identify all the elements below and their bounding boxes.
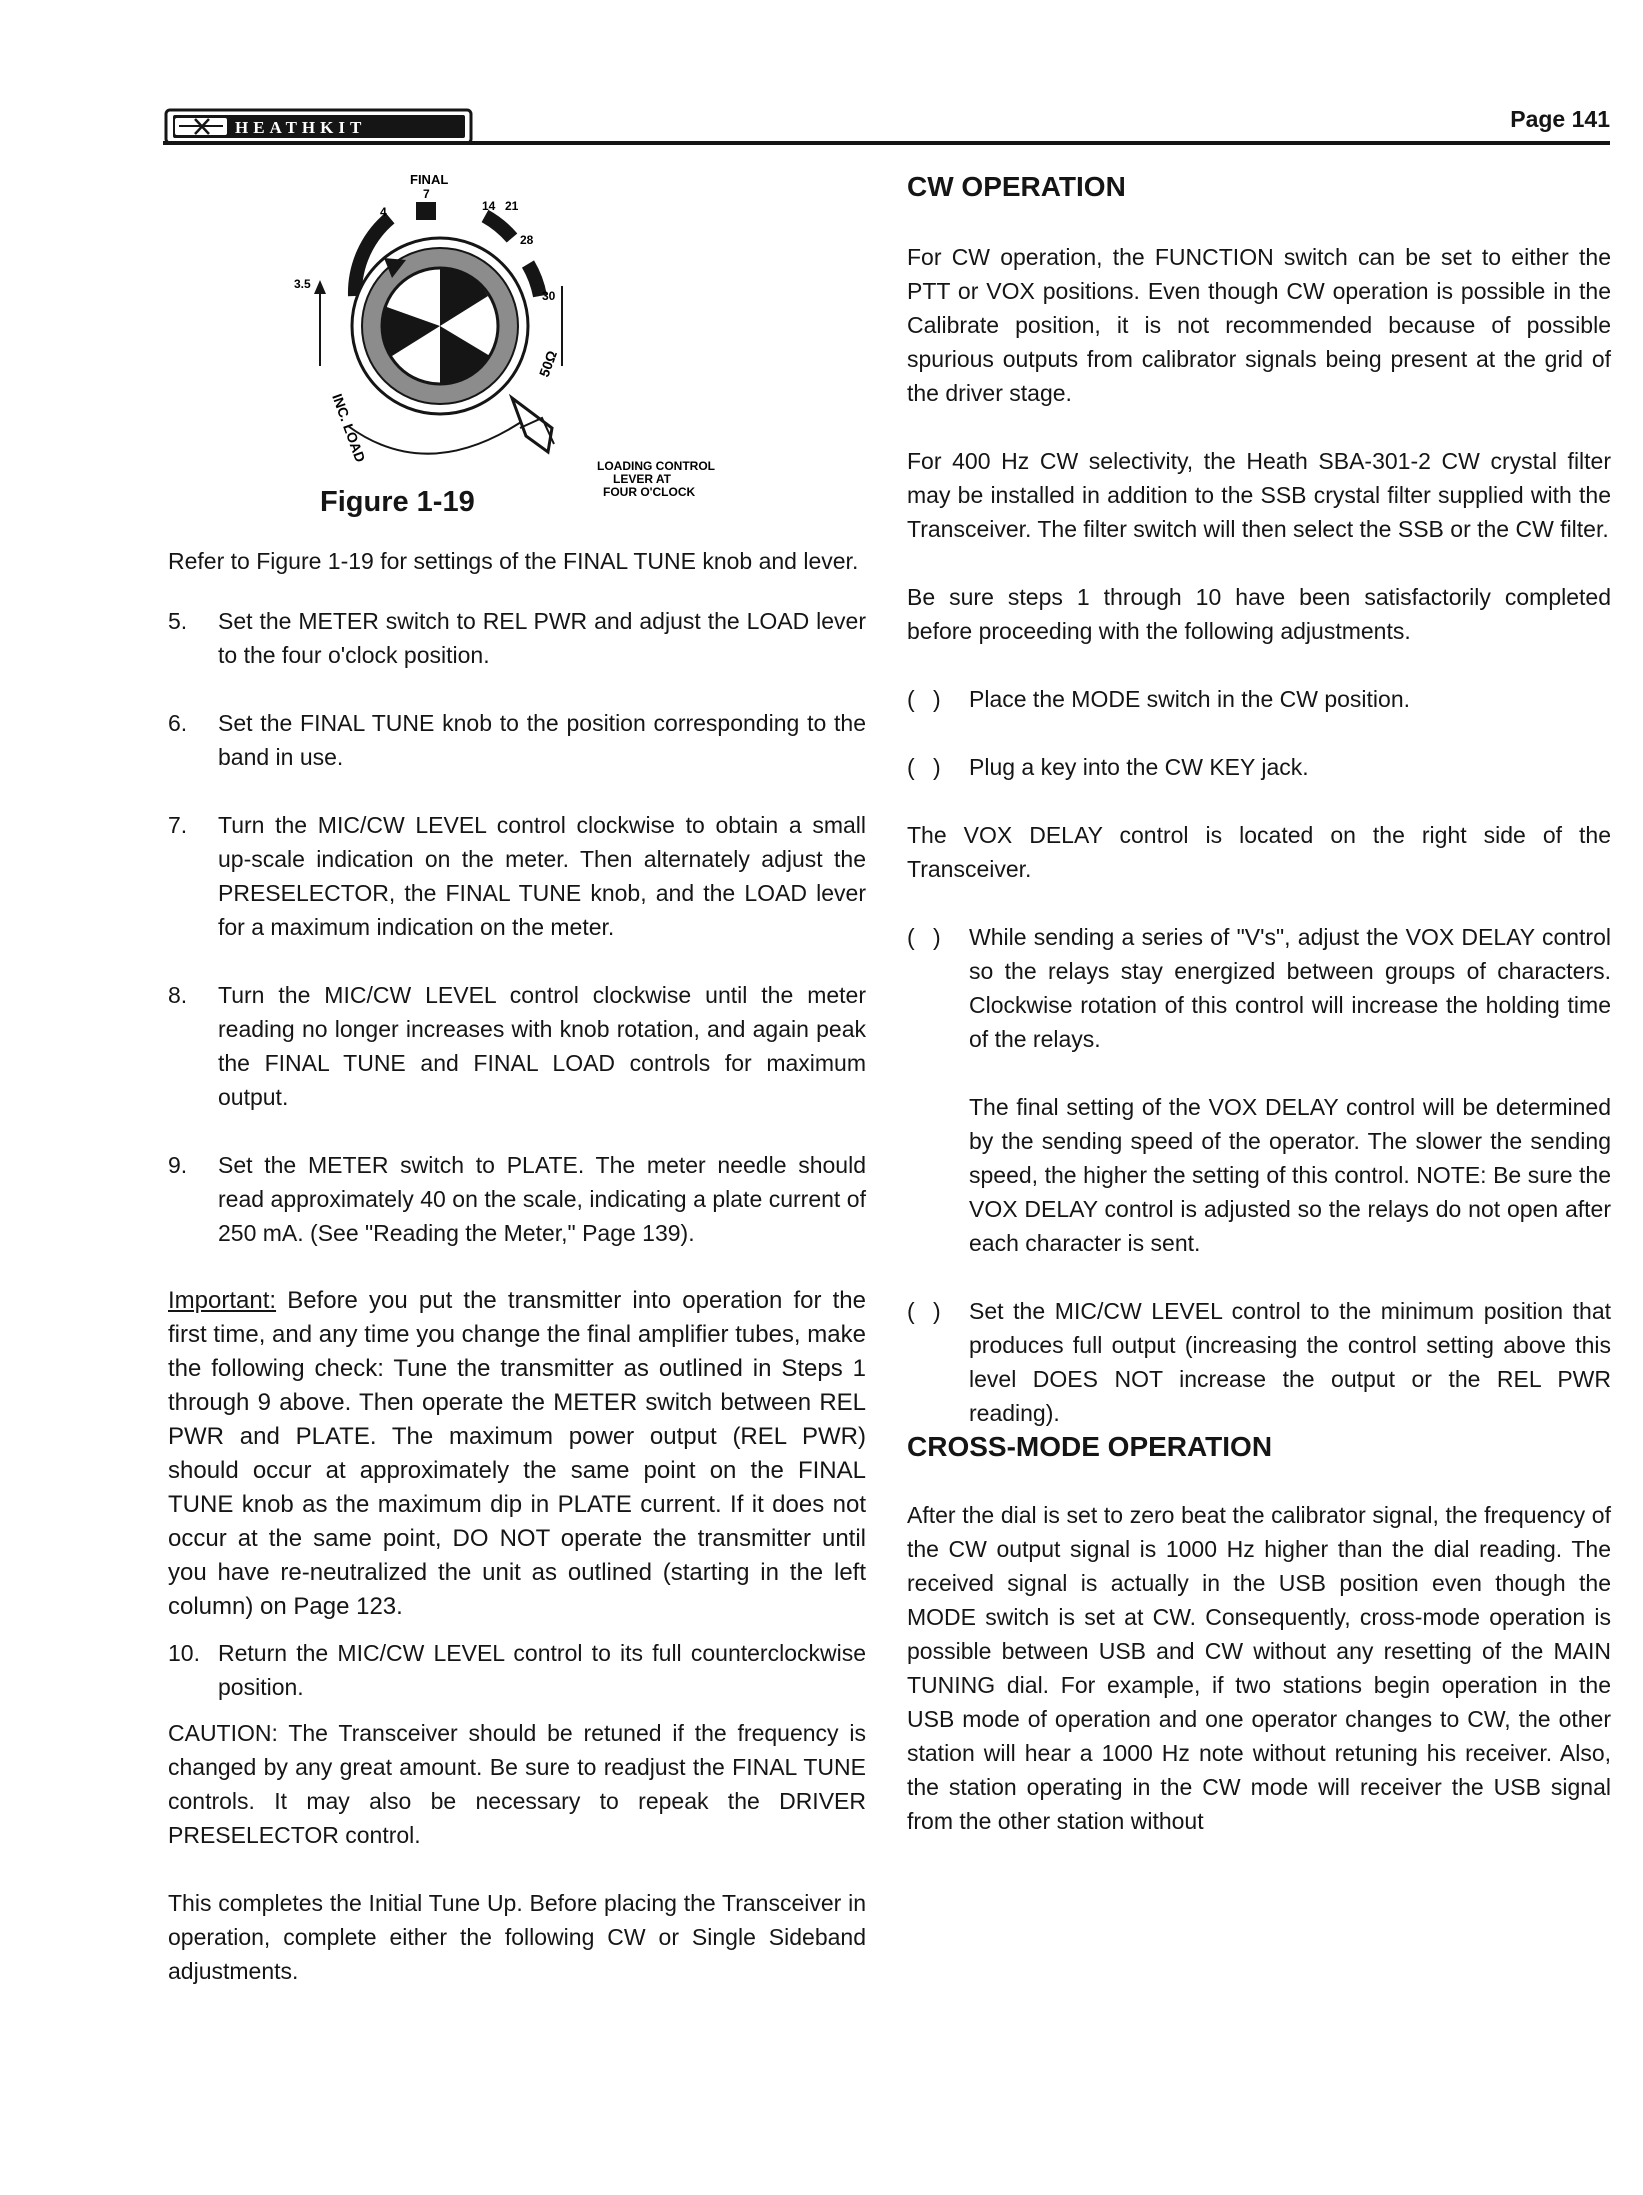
check-note: The final setting of the VOX DELAY control will be determined by the sending speed of the operator. The slower the sending speed, the higher the setting of this control. NOTE: Be sure the VOX DELAY control is adjusted so the relays do not open after each character is sent. [969,1094,1611,1256]
band-arc-14-28 [485,216,512,238]
step-text: Turn the MIC/CW LEVEL control clockwise to obtain a small up-scale indication on the meter. Then alternately adjust the PRESELECTOR, the FINAL TUNE knob, and the LOAD lever for a maximum indication on the meter. [218,812,866,940]
step-text: Set the METER switch to REL PWR and adjust the LOAD lever to the four o'clock position. [218,608,866,668]
fig-final-label: FINAL [410,172,449,187]
step-number: 7. [168,812,188,838]
band-label: 7 [423,187,430,201]
step-number: 9. [168,1152,188,1178]
callout-line: LEVER AT [613,472,672,486]
step-text: Set the METER switch to PLATE. The meter needle should read approximately 40 on the scale, indicating a plate current of 250 mA. (See "Reading the Meter," Page 139). [218,1152,866,1246]
step-text: Turn the MIC/CW LEVEL control clockwise until the meter reading no longer increases with knob rotation, and again peak the FINAL TUNE and FINAL LOAD controls for maximum output. [218,982,866,1110]
check-box[interactable]: ( ) [907,754,947,780]
callout-line: FOUR O'CLOCK [603,485,696,499]
step-number: 6. [168,710,188,736]
important-text: Before you put the transmitter into operation for the first time, and any time you change the final amplifier tubes, make the following check: Tune the transmitter as outlined in Steps 1 through 9 above. Then operate the METER switch between REL PWR and PLATE. The maximum power output (REL PWR) should occur at approximately the same point on the FINAL TUNE knob as the maximum dip in PLATE current. If it does not occur at the same point, DO NOT operate the transmitter until you have re-neutralized the unit as outlined (starting in the left column) on Page 123. [168,1287,866,1620]
step-text: Set the FINAL TUNE knob to the position corresponding to the band in use. [218,710,866,770]
step-item [168,978,866,1114]
figure-caption: Figure 1-19 [320,486,475,518]
checklist-item [907,682,1611,716]
step-item [168,706,866,774]
callout-line: LOADING CONTROL [597,459,715,473]
final-tune-knob-diagram [280,166,760,499]
cross-mode-paragraph: After the dial is set to zero beat the calibrator signal, the frequency of the CW output signal is 1000 Hz higher than the dial reading. The received signal is actually in the USB position even though the MODE switch is set at CW. Consequently, cross-mode operation is possible between USB and CW without any resetting of the MAIN TUNING dial. For example, if two stations begin operation in the USB mode of operation and one operator changes to CW, the other station will hear a 1000 Hz note without retuning his receiver. Also, the station operating in the CW mode will receiver the USB signal from the other station without [907,1502,1611,1834]
page-number: Page 141 [1510,106,1610,132]
step-item [168,808,866,944]
right-column [907,170,1611,1838]
important-paragraph [168,1284,866,1624]
band-arc-30 [528,264,540,296]
important-label: Important: [168,1287,277,1314]
step-number: 10. [168,1640,200,1666]
band-label: 21 [505,199,519,213]
cw-paragraph: For CW operation, the FUNCTION switch can be set to either the PTT or VOX positions. Even though CW operation is possible in the Calibrate position, it is not recommended because of possible spurious outputs from calibrator signals being present at the grid of the driver stage. [907,244,1611,406]
checklist-item [907,750,1611,784]
step-item [168,1148,866,1250]
band-label: 28 [520,233,534,247]
check-text: While sending a series of "V's", adjust the VOX DELAY control so the relays stay energized between groups of characters. Clockwise rotation of this control will increase the holding time of the relays. [969,924,1611,1052]
vox-note: The VOX DELAY control is located on the right side of the Transceiver. [907,822,1611,882]
closing-paragraph: This completes the Initial Tune Up. Before placing the Transceiver in operation, complete either the following CW or Single Sideband adjustments. [168,1890,866,1984]
header-rule [163,141,1610,145]
band-label: 4 [380,205,387,219]
left-column [168,544,866,1988]
check-text: Set the MIC/CW LEVEL control to the minimum position that produces full output (increasing the control setting above this level DOES NOT increase the output or the REL PWR reading). [969,1298,1611,1426]
checklist-item [907,920,1611,1056]
inc-load-label: INC. LOAD [329,391,369,465]
band-label: 14 [482,199,496,213]
check-text: Place the MODE switch in the CW position. [969,686,1410,712]
band-label: 3.5 [294,277,311,291]
band-arc-7 [416,202,436,220]
check-box[interactable]: ( ) [907,686,947,712]
step-item [168,604,866,672]
step-number: 8. [168,982,188,1008]
logo-text: HEATHKIT [235,118,367,137]
check-text: Plug a key into the CW KEY jack. [969,754,1309,780]
cw-paragraph: For 400 Hz CW selectivity, the Heath SBA-301-2 CW crystal filter may be installed in addition to the SSB crystal filter supplied with the Transceiver. The filter switch will then select the SSB or the CW filter. [907,448,1611,542]
step-item [168,1636,866,1704]
load-arc [348,416,530,454]
check-box[interactable]: ( ) [907,924,947,950]
caution-paragraph: CAUTION: The Transceiver should be retuned if the frequency is changed by any great amount. Be sure to readjust the FINAL TUNE controls. It may also be necessary to repeak the DRIVER PRESELECTOR control. [168,1720,866,1848]
cw-operation-heading: CW OPERATION [907,171,1126,202]
checklist-item [907,1294,1611,1430]
step-number: 5. [168,608,188,634]
check-box[interactable]: ( ) [907,1298,947,1324]
step-text: Return the MIC/CW LEVEL control to its full counterclockwise position. [218,1640,866,1700]
cw-paragraph: Be sure steps 1 through 10 have been satisfactorily completed before proceeding with the following adjustments. [907,584,1611,644]
ohm-label: 50Ω [535,348,560,380]
intro-paragraph: Refer to Figure 1-19 for settings of the FINAL TUNE knob and lever. [168,548,859,574]
cross-mode-heading: CROSS-MODE OPERATION [907,1431,1273,1462]
band-label: 30 [542,289,556,303]
